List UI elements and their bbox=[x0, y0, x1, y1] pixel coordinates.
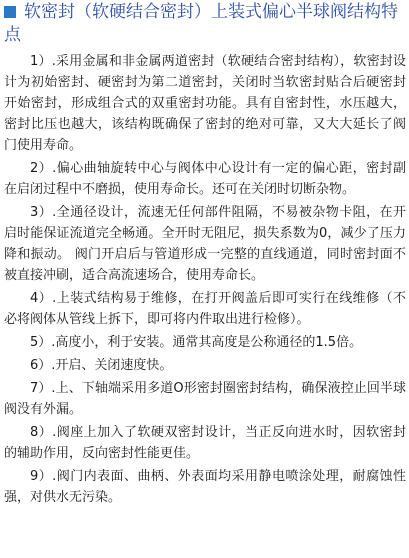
feature-item-3: 3）.全通径设计，流速无任何部件阻隔，不易被杂物卡阻，在开启时能保证流道完全畅通。全开时无阻尼，损失系数为0，减少了压力降和振动。 阀门开启后与管道形成一完整的直线通道，同时密封面不被直接冲刷，适合高流速场合，使用寿命长。 bbox=[4, 205, 406, 283]
feature-list bbox=[4, 51, 406, 508]
heading-text: 软密封（软硬结合密封）上装式偏心半球阀结构特点 bbox=[4, 2, 398, 45]
section-heading bbox=[4, 1, 406, 47]
feature-item-2: 2）.偏心曲轴旋转中心与阀体中心设计有一定的偏心距，密封副在启闭过程中不磨损，使用寿命长。还可在关闭时切断杂物。 bbox=[4, 161, 406, 197]
feature-item-5: 5）.高度小，利于安装。通常其高度是公称通径的1.5倍。 bbox=[30, 335, 363, 350]
feature-item-1: 1）.采用金属和非金属两道密封（软硬结合密封结构），软密封设计为初始密封、硬密封为第二道密封，关闭时当软密封贴合后硬密封开始密封，形成组合式的双重密封功能。具有自密封性，水压越大，密封比压也越大，该结构既确保了密封的绝对可靠，又大大延长了阀门使用寿命。 bbox=[4, 54, 406, 153]
feature-item-8: 8）.阀座上加入了软硬双密封设计，当正反向进水时，因软密封的辅助作用，反向密封性能更佳。 bbox=[4, 425, 406, 461]
feature-item-9: 9）.阀门内表面、曲柄、外表面均采用静电喷涂处理，耐腐蚀性强，对供水无污染。 bbox=[4, 469, 406, 505]
feature-item-6: 6）.开启、关闭速度快。 bbox=[30, 358, 173, 373]
feature-item-7: 7）.上、下轴端采用多道O形密封圈密封结构，确保液控止回半球阀没有外漏。 bbox=[4, 381, 406, 417]
feature-item-4: 4）.上装式结构易于维修，在打开阀盖后即可实行在线维修（不必将阀体从管线上拆下，即可将内件取出进行检修）。 bbox=[4, 291, 406, 327]
blue-square-icon bbox=[4, 6, 16, 18]
